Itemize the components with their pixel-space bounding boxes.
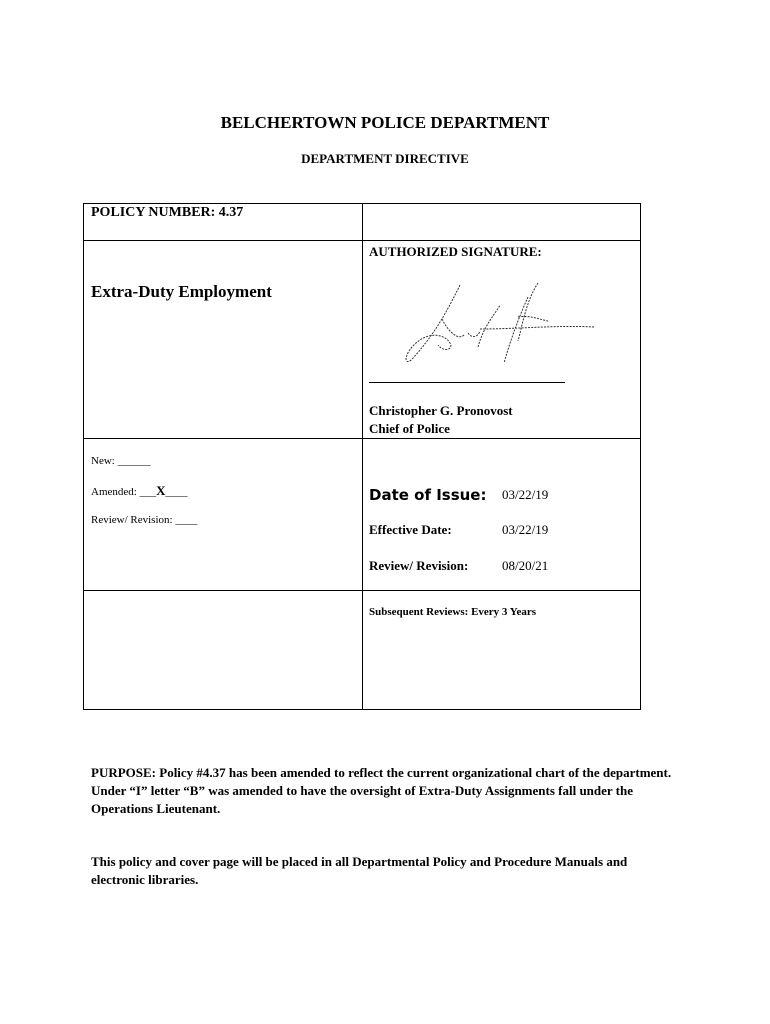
chief-title: Chief of Police xyxy=(369,421,450,436)
table-row-divider xyxy=(83,240,641,241)
chief-signature xyxy=(398,275,598,370)
authorized-signature-label: AUTHORIZED SIGNATURE: xyxy=(369,244,542,259)
chief-name: Christopher G. Pronovost xyxy=(369,403,513,418)
status-amended-mark: X xyxy=(156,483,166,498)
department-title: BELCHERTOWN POLICE DEPARTMENT xyxy=(220,113,550,132)
directive-title: DEPARTMENT DIRECTIVE xyxy=(301,151,469,166)
status-amended xyxy=(91,483,187,499)
date-of-issue-label: Date of Issue: xyxy=(369,486,487,504)
table-row-divider xyxy=(83,590,641,591)
review-revision-value: 08/20/21 xyxy=(502,558,549,573)
policy-number: POLICY NUMBER: 4.37 xyxy=(91,205,244,220)
placement-note-paragraph: This policy and cover page will be placed in all Departmental Policy and Procedure Manuals and electronic libraries. xyxy=(91,854,628,887)
table-column-divider xyxy=(362,203,363,710)
subsequent-reviews: Subsequent Reviews: Every 3 Years xyxy=(369,606,537,618)
signature-line xyxy=(369,382,565,383)
status-amended-prefix: Amended: ___ xyxy=(91,486,157,498)
status-amended-suffix: ____ xyxy=(165,486,188,498)
policy-subject: Extra-Duty Employment xyxy=(91,282,272,301)
status-review-revision: Review/ Revision: ____ xyxy=(91,514,198,526)
date-of-issue-value: 03/22/19 xyxy=(502,487,549,502)
effective-date-label: Effective Date: xyxy=(369,522,452,537)
status-new: New: ______ xyxy=(91,455,151,467)
review-revision-label: Review/ Revision: xyxy=(369,558,469,573)
table-row-divider xyxy=(83,438,641,439)
purpose-paragraph: PURPOSE: Policy #4.37 has been amended to reflect the current organizational chart of the department. Under “I” letter “B” was amended to have the oversight of Extra-Duty Assignments fall under the Operations Lieutenant. xyxy=(91,765,672,816)
effective-date-value: 03/22/19 xyxy=(502,522,549,537)
